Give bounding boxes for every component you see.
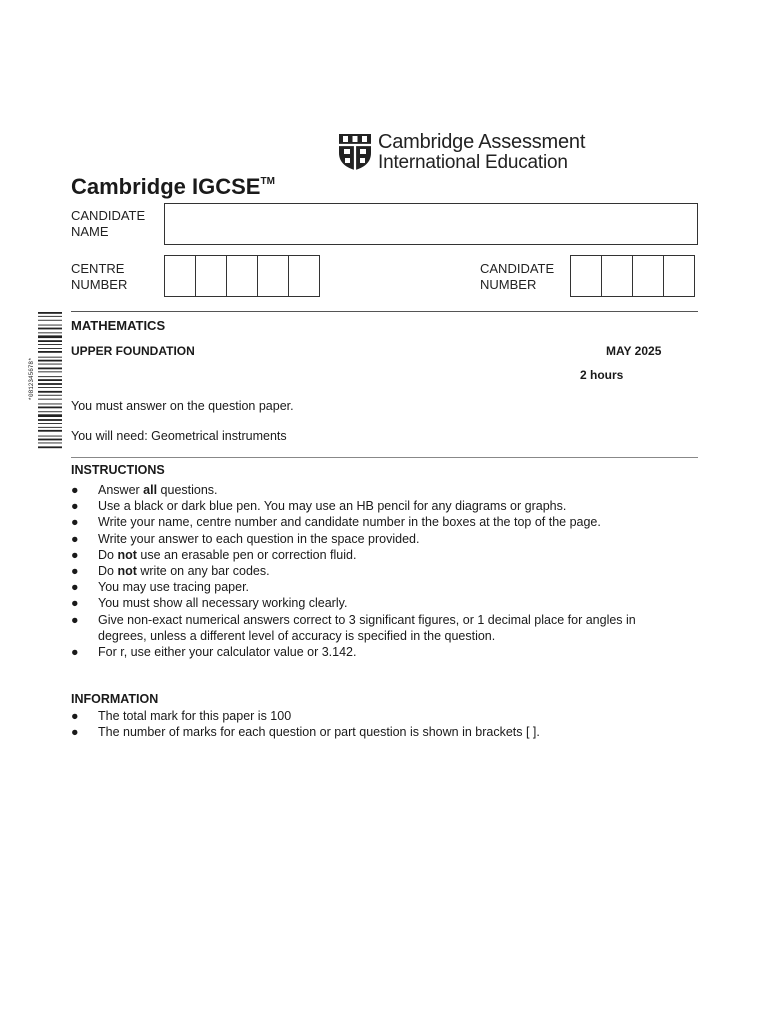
centre-number-label-line2: NUMBER xyxy=(71,277,128,292)
bullet: ● xyxy=(71,645,79,660)
barcode-bar xyxy=(38,325,62,326)
barcode-bar xyxy=(38,368,62,370)
centre-number-cell[interactable] xyxy=(226,255,258,297)
instructions-heading: INSTRUCTIONS xyxy=(71,463,165,477)
barcode-bar xyxy=(38,411,62,412)
barcode-bar xyxy=(38,436,62,437)
barcode-bar xyxy=(38,419,62,421)
trademark-mark: TM xyxy=(260,175,275,187)
candidate-number-label-line2: NUMBER xyxy=(480,277,537,292)
subject-title: MATHEMATICS xyxy=(71,318,166,333)
bullet: ● xyxy=(71,483,79,497)
barcode-bar xyxy=(38,379,62,381)
barcode-bar xyxy=(38,423,62,424)
bullet: ● xyxy=(71,531,79,546)
centre-number-cell[interactable] xyxy=(195,255,227,297)
candidate-name-field[interactable] xyxy=(164,203,698,245)
equipment-note: You will need: Geometrical instruments xyxy=(71,429,287,443)
centre-number-cell[interactable] xyxy=(257,255,289,297)
barcode-bar xyxy=(38,443,62,444)
bullet: ● xyxy=(71,499,79,514)
barcode-bar xyxy=(38,383,62,385)
instruction-item: ● For r, use either your calculator value or 3.142. xyxy=(71,645,357,660)
candidate-number-boxes xyxy=(570,255,695,297)
barcode-bar xyxy=(38,364,62,365)
exam-session: MAY 2025 xyxy=(606,344,662,358)
barcode-bar xyxy=(38,430,62,432)
candidate-name-label xyxy=(71,208,145,240)
information-list xyxy=(71,708,540,740)
centre-number-label-line1: CENTRE xyxy=(71,261,125,276)
information-item: ● The total mark for this paper is 100 xyxy=(71,709,292,723)
instruction-item: ● Answer all questions. xyxy=(71,483,218,497)
cambridge-crest-icon xyxy=(338,133,372,171)
bullet: ● xyxy=(71,547,79,562)
candidate-number-label-line1: CANDIDATE xyxy=(480,261,555,276)
barcode-bar xyxy=(38,348,62,349)
instruction-item: ● You may use tracing paper. xyxy=(71,580,250,595)
candidate-number-cell[interactable] xyxy=(632,255,664,297)
barcode-bar xyxy=(38,360,62,362)
barcode-bar xyxy=(38,312,62,314)
information-item: ● The number of marks for each question or part question is shown in brackets [ ]. xyxy=(71,725,540,740)
candidate-number-label xyxy=(480,261,554,293)
barcode-bar xyxy=(38,357,62,358)
centre-number-cell[interactable] xyxy=(164,255,196,297)
answer-note: You must answer on the question paper. xyxy=(71,399,294,413)
candidate-name-label-line2: NAME xyxy=(71,224,109,239)
qualification-name: Cambridge IGCSE xyxy=(71,174,261,199)
instructions-list xyxy=(71,482,636,660)
bullet: ● xyxy=(71,612,79,627)
barcode-bar xyxy=(38,414,62,417)
centre-number-boxes xyxy=(164,255,320,297)
barcode-bar xyxy=(38,404,62,405)
candidate-number-cell[interactable] xyxy=(663,255,695,297)
instruction-item: ● Write your answer to each question in the space provided. xyxy=(71,531,420,546)
barcode-bar xyxy=(38,335,62,338)
instruction-item: ● Do not use an erasable pen or correction fluid. xyxy=(71,547,357,562)
instruction-item: ● Do not write on any bar codes. xyxy=(71,564,270,579)
qualification-title xyxy=(71,174,275,200)
barcode-bar xyxy=(38,340,62,342)
paper-level: UPPER FOUNDATION xyxy=(71,344,195,358)
barcode-bar xyxy=(38,320,62,321)
barcode-bar xyxy=(38,387,62,388)
barcode-bar xyxy=(38,344,62,345)
barcode-bar xyxy=(38,371,62,372)
bullet: ● xyxy=(71,725,79,740)
barcode-bar xyxy=(38,399,62,400)
barcode-bar xyxy=(38,446,62,448)
barcode-bar xyxy=(38,407,62,409)
header-divider xyxy=(71,311,698,312)
exam-duration: 2 hours xyxy=(580,368,624,382)
instruction-item: degrees, unless a different level of accuracy is specified in the question. xyxy=(98,628,496,643)
centre-number-label xyxy=(71,261,127,293)
bullet: ● xyxy=(71,564,79,579)
candidate-number-cell[interactable] xyxy=(601,255,633,297)
barcode-bar xyxy=(38,376,62,377)
barcode-bar xyxy=(38,427,62,428)
details-divider xyxy=(71,457,698,458)
barcode-bar xyxy=(38,328,62,330)
barcode-image xyxy=(28,306,64,452)
candidate-number-cell[interactable] xyxy=(570,255,602,297)
cambridge-logo xyxy=(338,130,588,174)
barcode-bar xyxy=(38,439,62,441)
barcode-bar xyxy=(38,316,62,317)
brand-line-2: International Education xyxy=(378,152,568,173)
brand-line-1: Cambridge Assessment xyxy=(378,131,586,153)
candidate-name-label-line1: CANDIDATE xyxy=(71,208,146,223)
information-heading: INFORMATION xyxy=(71,692,159,706)
bullet: ● xyxy=(71,709,79,723)
barcode-number: *0812345678* xyxy=(28,357,35,401)
instruction-item: ● Write your name, centre number and candidate number in the boxes at the top of the page. xyxy=(71,515,601,530)
bullet: ● xyxy=(71,580,79,595)
centre-number-cell[interactable] xyxy=(288,255,320,297)
barcode-bar xyxy=(38,391,62,393)
bullet: ● xyxy=(71,515,79,530)
instruction-item: ● Give non-exact numerical answers correct to 3 significant figures, or 1 decimal place for angles in xyxy=(71,612,636,627)
bullet: ● xyxy=(71,596,79,611)
instruction-item: ● You must show all necessary working clearly. xyxy=(71,596,348,611)
barcode-bar xyxy=(38,395,62,396)
barcode-bar xyxy=(38,351,62,353)
barcode-bar xyxy=(38,332,62,333)
instruction-item: ● Use a black or dark blue pen. You may use an HB pencil for any diagrams or graphs. xyxy=(71,499,567,514)
